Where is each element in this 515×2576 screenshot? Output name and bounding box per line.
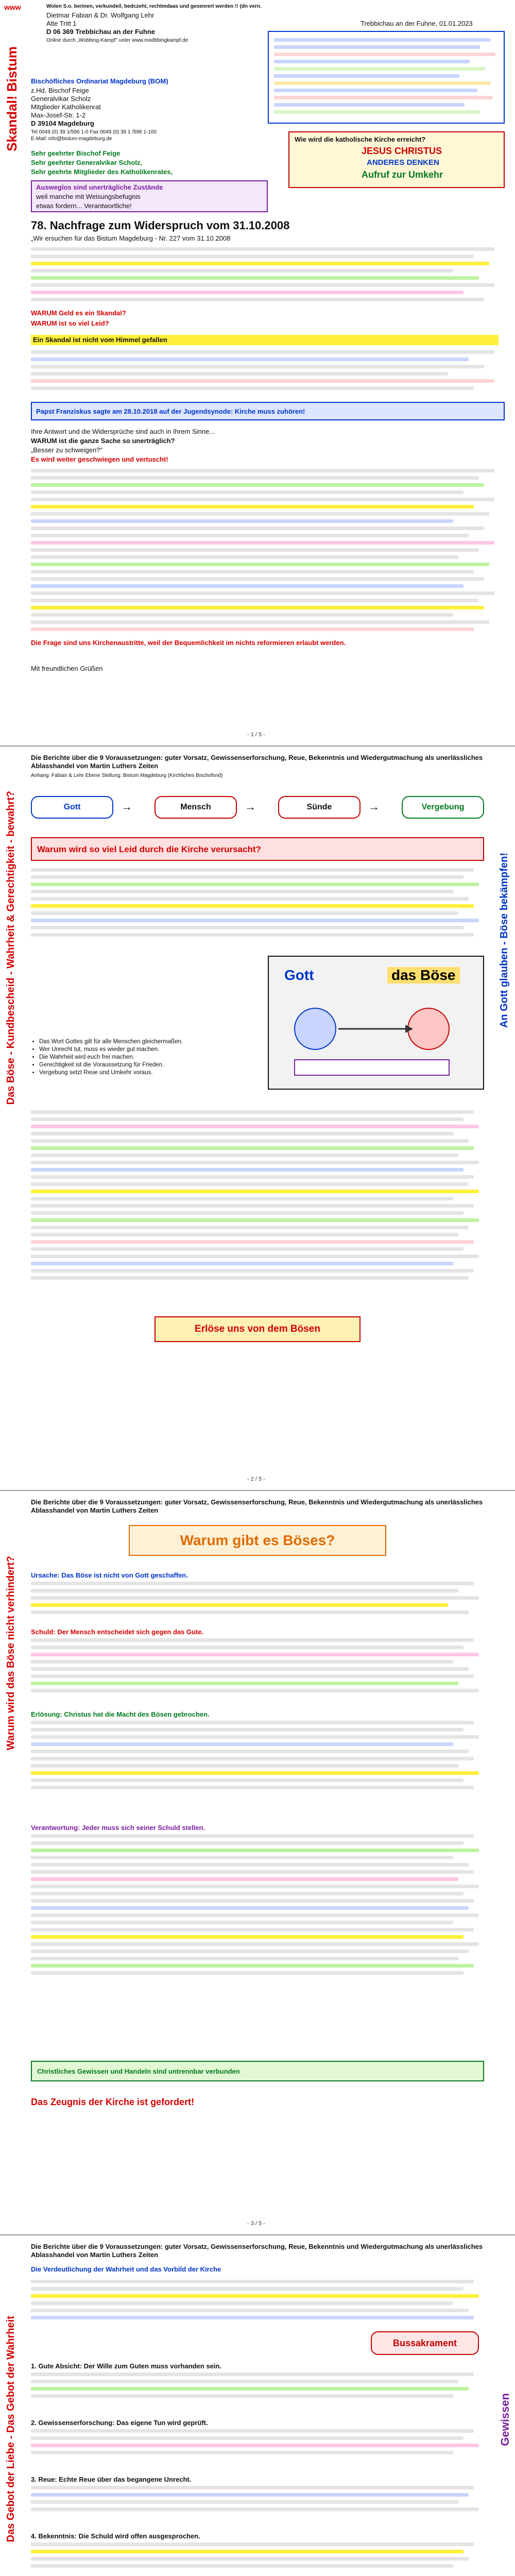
dialog-line: „Besser zu schweigen?" <box>31 446 103 454</box>
page-number: - 1 / 5 - <box>247 732 265 738</box>
closing-text: Das Zeugnis der Kirche ist gefordert! <box>31 2097 195 2107</box>
recipient-line: Mitglieder Katholikenrat <box>31 103 101 111</box>
list-item: • Das Wort Gottes gilt für alle Menschen gleichermaßen. <box>39 1038 258 1046</box>
page-1 <box>0 0 515 742</box>
pope-text: Papst Franziskus sagte am 28.10.2018 auf der Jugendsynode: Kirche muss zuhören! <box>36 408 305 415</box>
vertical-left: Das Böse - Kundbescheid - Wahrheit & Gerechtigkeit - bewahrt? <box>5 791 16 1105</box>
flow-row <box>31 791 484 827</box>
arrow-icon: → <box>245 800 256 813</box>
arrow-icon: → <box>121 800 132 813</box>
flow-node: Vergebung <box>402 796 484 819</box>
request-box <box>31 180 268 212</box>
arrow-icon: → <box>368 800 380 813</box>
dialog-line: WARUM ist die ganze Sache so unerträglich? <box>31 437 175 445</box>
right-info-box <box>268 31 505 124</box>
prayer-text: Erlöse uns von dem Bösen <box>195 1324 320 1334</box>
scandal-banner: Ein Skandal ist nicht vom Himmel gefallen <box>31 335 499 345</box>
page-separator <box>0 745 515 747</box>
dialog-line: Ihre Antwort und die Widersprüche sind auch in Ihrem Sinne... <box>31 428 215 435</box>
flow-node: Mensch <box>154 796 237 819</box>
faith-box <box>288 131 505 188</box>
page-separator <box>0 2234 515 2235</box>
sender-city: D 06 369 Trebbichau an der Fuhne <box>46 28 155 36</box>
sacrament-badge: Bussakrament <box>371 2331 479 2355</box>
body-text-block-2 <box>31 1110 484 1419</box>
body-text-block <box>31 247 505 366</box>
online-note: Online durch „Wobbing-Kampf" unter www.modbbingkampf.de <box>46 38 188 43</box>
list-item: • Vergebung setzt Reue und Umkehr voraus. <box>39 1069 258 1077</box>
question-line: WARUM ist so viel Leid? <box>31 319 109 327</box>
recipient-line: z.Hd. Bischof Feige <box>31 87 89 94</box>
page-header: Die Berichte über die 9 Voraussetzungen: guter Vorsatz, Gewissenserforschung, Reue, Bekenntnis und Wiedergutmachung als unerlässliches Ablasshandel von Martin Luthers Zeiten <box>31 754 483 770</box>
recipient-line: D 39104 Magdeburg <box>31 120 94 127</box>
sender-address: Alte Tritt 1 <box>46 20 77 27</box>
request-line: etwas fordern... Verantwortliche! <box>36 202 132 210</box>
page-intro: Die Verdeutlichung der Wahrheit und das Vorbild der Kirche <box>31 2265 221 2273</box>
sender-person: Dietmar Fabian & Dr. Wolfgang Lehr <box>46 11 154 19</box>
salutation: Sehr geehrte Mitglieder des Katholikenrates, <box>31 168 173 176</box>
center-question-box <box>31 837 484 861</box>
vertical-title-left: Skandal! Bistum <box>4 46 20 151</box>
salutation: Sehr geehrter Bischof Feige <box>31 149 121 157</box>
recipient-line: Generalvikar Scholz <box>31 95 91 103</box>
title-box <box>129 1525 386 1556</box>
section-text <box>31 1834 484 2040</box>
section-line: Verantwortung: Jeder muss sich seiner Schuld stellen. <box>31 1824 205 1832</box>
page-title: Warum gibt es Böses? <box>180 1532 335 1548</box>
evil-diagram <box>268 956 484 1090</box>
contact-line: E-Mail: info@bistum-magdeburg.de <box>31 136 112 142</box>
section-line: Erlösung: Christus hat die Macht des Bösen gebrochen. <box>31 1710 210 1718</box>
section-line: Schuld: Der Mensch entscheidet sich gegen das Gute. <box>31 1628 204 1636</box>
list-item: • Gerechtigkeit ist die Voraussetzung für Frieden. <box>39 1061 258 1069</box>
page-separator <box>0 1490 515 1491</box>
letter-date: Trebbichau an der Fuhne, 01.01.2023 <box>360 20 473 27</box>
page-number: - 2 / 5 - <box>247 1476 265 1482</box>
faith-list <box>31 1038 258 1077</box>
www-tag: www <box>4 3 21 11</box>
vertical-right: An Gott glauben - Böse bekämpfen! <box>499 853 510 1028</box>
body-text-block-3 <box>31 469 505 685</box>
page-subheader: Anhang: Fabian & Lehr Ebene Stellung: Bistum Magdeburg (Kirchliches Bischofsnd) <box>31 773 223 778</box>
page-number: - 3 / 5 - <box>247 2221 265 2227</box>
list-item: • Die Wahrheit wird euch frei machen. <box>39 1054 258 1061</box>
page-header: Die Berichte über die 9 Voraussetzungen: guter Vorsatz, Gewissenserforschung, Reue, Bekenntnis und Wiedergutmachung als unerlässliches Ablasshandel von Martin Luthers Zeiten <box>31 2243 483 2259</box>
header-names: Wolen S.o. berinen, verkundeil, bedczeht, rechtmdaas und gesenrert werden !! (dn vern. <box>46 4 262 9</box>
vertical-left: Das Gebot der Liebe - Das Gebot der Wahrheit <box>5 2316 16 2543</box>
page-2 <box>0 750 515 1486</box>
numbered-item-text <box>31 2372 484 2576</box>
salutation: Sehr geehrter Generalvikar Scholz, <box>31 159 143 166</box>
vertical-right: Gewissen <box>499 2393 511 2446</box>
center-question: Warum wird so viel Leid durch die Kirche verursacht? <box>37 844 261 854</box>
numbered-item: 3. Reue: Echte Reue über das begangene Unrecht. <box>31 2476 192 2483</box>
recipient-title: Bischöfliches Ordinariat Magdeburg (BOM) <box>31 77 168 85</box>
faith-think: ANDERES DENKEN <box>367 158 439 167</box>
page-3 <box>0 1494 515 2231</box>
numbered-item: 2. Gewissenserforschung: Das eigene Tun wird geprüft. <box>31 2419 208 2427</box>
numbered-item: 4. Bekenntnis: Die Schuld wird offen ausgesprochen. <box>31 2532 200 2540</box>
list-item: • Wer Unrecht tut, muss es wieder gut machen. <box>39 1046 258 1054</box>
question-line: WARUM Geld es ein Skandal? <box>31 309 126 317</box>
vertical-left: Warum wird das Böse nicht verhindert? <box>5 1556 16 1751</box>
page-header: Die Berichte über die 9 Voraussetzungen: guter Vorsatz, Gewissenserforschung, Reue, Bekenntnis und Wiedergutmachung als unerlässliches Ablasshandel von Martin Luthers Zeiten <box>31 1498 483 1514</box>
numbered-item: 1. Gute Absicht: Der Wille zum Guten muss vorhanden sein. <box>31 2362 221 2370</box>
contact-line: Tel 0049 (0) 39 1/596 1-0 Fax 0049 (0) 39 1 /596 1-100 <box>31 129 157 135</box>
page-4 <box>0 2239 515 2576</box>
bottom-question: Die Frage sind uns Kirchenaustritte, weil der Bequemlichkeit im nichts reformieren erlaubt werden. <box>31 639 346 647</box>
flow-node: Gott <box>31 796 113 819</box>
faith-question: Wie wird die katholische Kirche erreicht? <box>295 135 426 143</box>
highlight-text: Christliches Gewissen und Handeln sind untrennbar verbunden <box>37 2067 240 2075</box>
prayer-box <box>154 1316 360 1342</box>
evil-label: das Böse <box>387 967 460 984</box>
recipient-line: Max-Josef-Str. 1-2 <box>31 111 86 119</box>
evil-diagram-arrows <box>274 998 480 1086</box>
section-line: Ursache: Das Böse ist nicht von Gott geschaffen. <box>31 1571 188 1579</box>
faith-jesus: JESUS CHRISTUS <box>362 146 442 156</box>
headline: 78. Nachfrage zum Widerspruch vom 31.10.2008 <box>31 219 290 232</box>
flow-node: Sünde <box>278 796 360 819</box>
request-line: Ausweglos sind unerträgliche Zustände <box>36 183 163 191</box>
good-label: Gott <box>284 967 314 983</box>
subline: „Wir ersuchen für das Bistum Magdeburg - Nr. 227 vom 31.10.2008 <box>31 234 231 242</box>
faith-call: Aufruf zur Umkehr <box>362 170 443 180</box>
pope-banner <box>31 402 505 420</box>
signature-label: Mit freundlichen Grüßen <box>31 665 103 672</box>
dialog-line: Es wird weiter geschwiegen und vertuscht! <box>31 455 168 463</box>
highlight-box <box>31 2061 484 2081</box>
request-line: weil manche mit Weisungsbefugnis <box>36 193 141 200</box>
